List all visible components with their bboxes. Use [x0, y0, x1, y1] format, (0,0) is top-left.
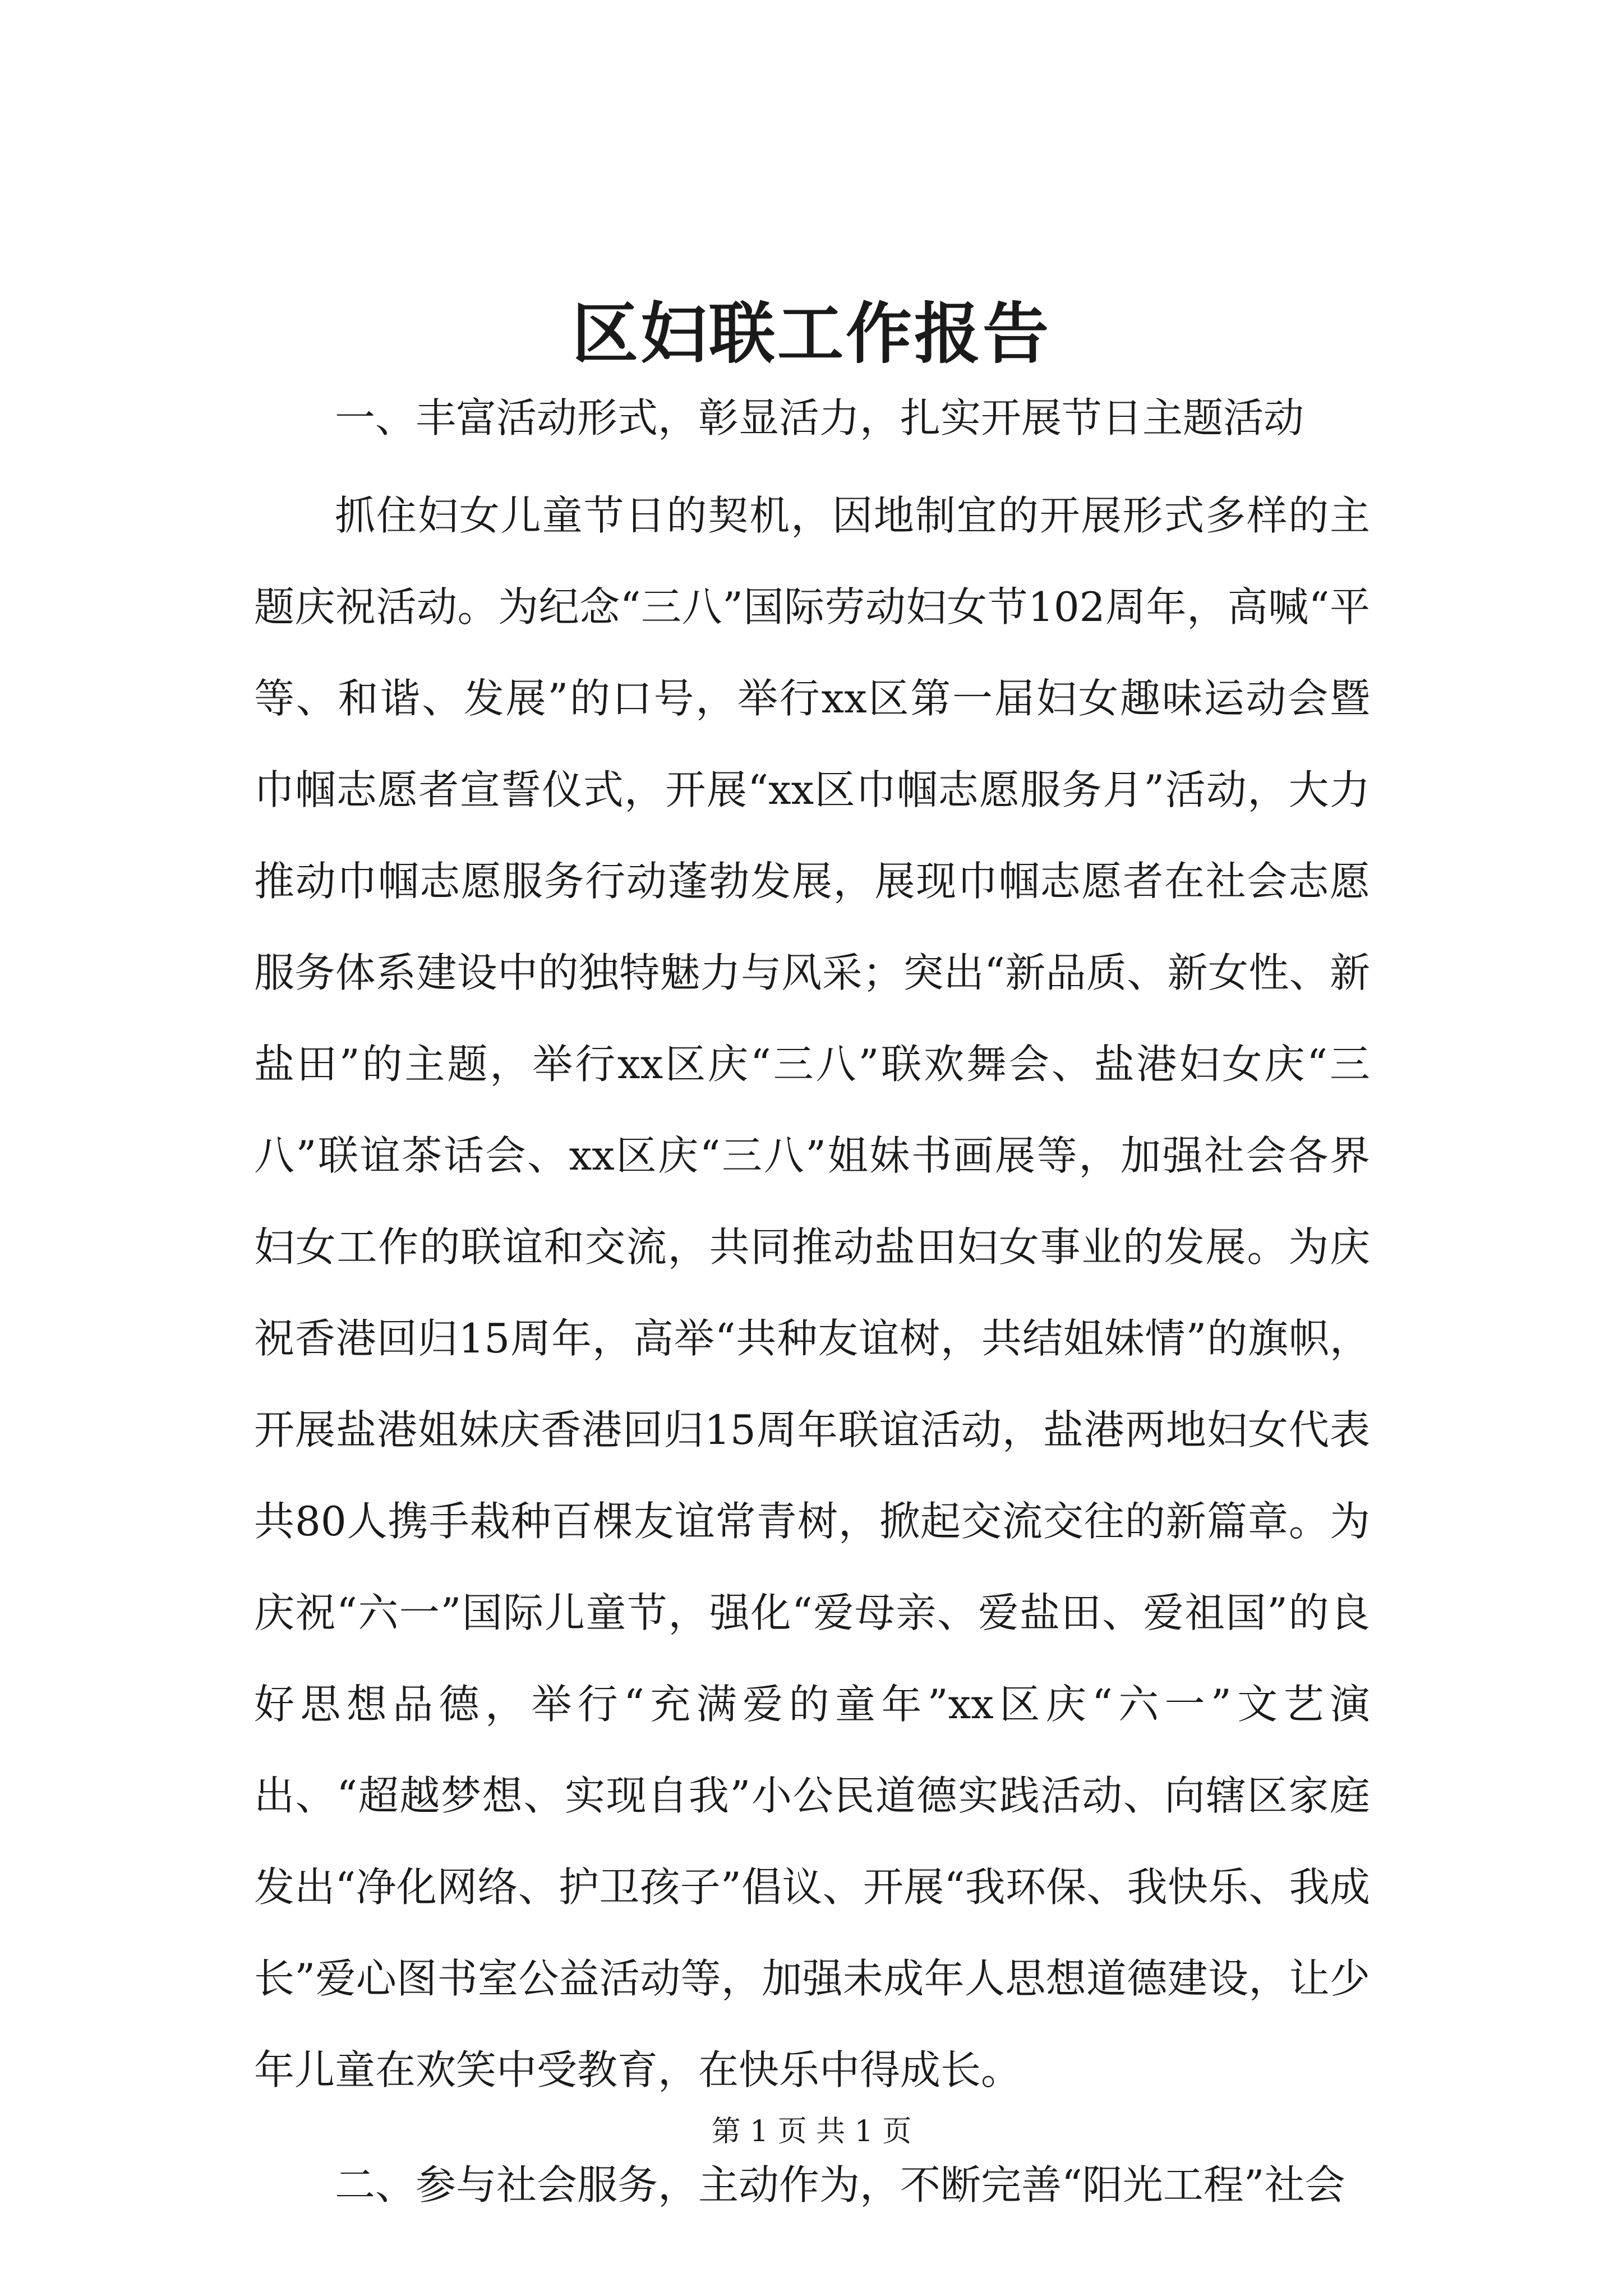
section-2-heading: 二、参与社会服务，主动作为，不断完善“阳光工程”社会	[335, 2161, 1345, 2208]
section-1-paragraph: 抓住妇女儿童节日的契机，因地制宜的开展形式多样的主题庆祝活动。为纪念“三八”国际劳动妇女节102周年，高喊“平等、和谐、发展”的口号，举行xx区第一届妇女趣味运动会暨巾帼志愿者宣誓仪式，开展“xx区巾帼志愿服务月”活动，大力推动巾帼志愿服务行动蓬勃发展，展现巾帼志愿者在社会志愿服务体系建设中的独特魅力与风采；突出“新品质、新女性、新盐田”的主题，举行xx区庆“三八”联欢舞会、盐港妇女庆“三八”联谊茶话会、xx区庆“三八”姐妹书画展等，加强社会各界妇女工作的联谊和交流，共同推动盐田妇女事业的发展。为庆祝香港回归15周年，高举“共种友谊树，共结姐妹情”的旗帜，开展盐港姐妹庆香港回归15周年联谊活动，盐港两地妇女代表共80人携手栽种百棵友谊常青树，掀起交流交往的新篇章。为庆祝“六一”国际儿童节，强化“爱母亲、爱盐田、爱祖国”的良好思想品德，举行“充满爱的童年”xx区庆“六一”文艺演出、“超越梦想、实现自我”小公民道德实践活动、向辖区家庭发出“净化网络、护卫孩子”倡议、开展“我环保、我快乐、我成长”爱心图书室公益活动等，加强未成年人思想道德建设，让少年儿童在欢笑中受教育，在快乐中得成长。	[254, 492, 1370, 2093]
document-body	[254, 393, 1370, 2210]
section-1-heading: 一、丰富活动形式，彰显活力，扎实开展节日主题活动	[335, 394, 1304, 441]
page-number-footer: 第 1 页 共 1 页	[711, 2115, 912, 2148]
document-title: 区妇联工作报告	[571, 295, 1051, 372]
